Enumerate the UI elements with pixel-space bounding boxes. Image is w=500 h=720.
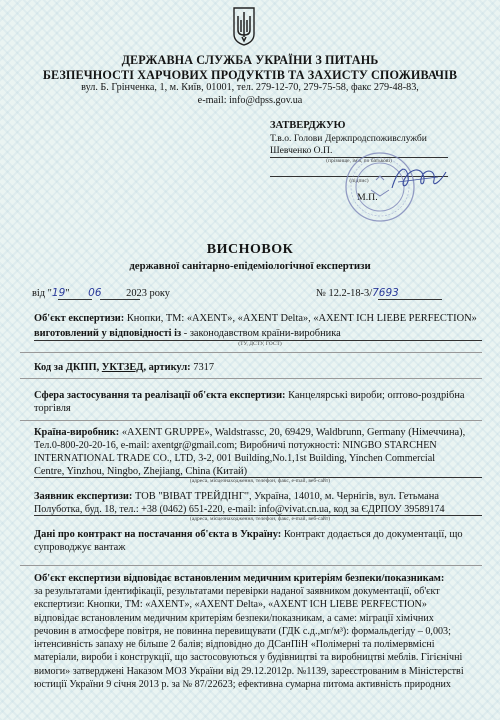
header-address: вул. Б. Грінченка, 1, м. Київ, 01001, тел. 279-12-70, 279-75-58, факс 279-48-83, — [81, 82, 419, 93]
header-line-1: ДЕРЖАВНА СЛУЖБА УКРАЇНИ З ПИТАНЬ — [121, 53, 379, 67]
compliance-heading: Об'єкт експертизи відповідає встановленим медичним критеріям безпеки/показникам: — [34, 573, 445, 584]
signature-icon — [388, 160, 448, 195]
object-line: Об'єкт експертизи: Кнопки, ТМ: «AXENT», «AXENT Delta», «AXENT ICH LIEBE PERFECTION» — [34, 313, 477, 324]
contract-line-2: супроводжує вантаж — [34, 542, 126, 553]
approval-mp: М.П. — [357, 192, 378, 203]
country-line-2: Тел.0-800-20-20-16, e-mail: axentgr@gmail.com; Виробничі потужності: NINGBO STARCHEN — [34, 440, 437, 451]
approval-position: Т.в.о. Голови Держпродспоживслужби — [270, 133, 427, 144]
manufactured-line: виготовлений у відповідності із - законодавством країни-виробника — [34, 328, 341, 339]
manufactured-caption: (ТУ, ДСТУ, ГОСТ) — [238, 341, 282, 347]
approval-name-caption: (прізвище, ім'я, по батькові) — [326, 158, 392, 164]
date-day: 19 — [51, 287, 66, 299]
header-line-2: БЕЗПЕЧНОСТІ ХАРЧОВИХ ПРОДУКТІВ ТА ЗАХИСТУ СПОЖИВАЧІВ — [42, 68, 458, 82]
approval-sign-caption: (підпис) — [349, 178, 369, 184]
trident-emblem-icon — [231, 6, 257, 46]
date-month: 06 — [88, 287, 102, 299]
document-title: ВИСНОВОК — [206, 242, 294, 257]
country-caption: (адреса, місцезнаходження, телефон, факс, e-mail, веб-сайт) — [189, 478, 331, 484]
country-line-3: INTERNATIONAL TRADE CO., LTD, 3-2, 001 Building,No.1,1st Building, Yinchen Commercial — [34, 453, 436, 464]
scope-line-2: торгівля — [34, 403, 71, 414]
country-line-1: Країна-виробник: «AXENT GRUPPE», Waldstrassc, 20, 69429, Waldbrunn, Germany (Німеччина), — [34, 427, 466, 438]
applicant-caption: (адреса, місцезнаходження, телефон, факс, e-mail, веб-сайт) — [189, 516, 331, 522]
country-line-4: Centre, Yinzhou, Ningbo, Zhejiang, China (Китай) — [34, 466, 248, 477]
codes-line: Код за ДКПП, УКТЗЕД, артикул: 7317 — [34, 362, 215, 373]
approval-name: Шевченко О.П. — [270, 145, 333, 156]
approval-title: ЗАТВЕРДЖУЮ — [270, 120, 346, 131]
applicant-line-2: Полуботка, буд. 18, тел.: +38 (0462) 651-220, e-mail: info@vivat.cn.ua, код за ЄДРПОУ 39589174 — [34, 504, 445, 515]
document-subtitle: державної санітарно-епідеміологічної експертизи — [129, 260, 371, 272]
header-email: e-mail: info@dpss.gov.ua — [197, 95, 303, 106]
contract-line-1: Дані про контракт на постачання об'єкта в Україну: Контракт додається до документації, що — [34, 529, 463, 540]
compliance-text: за результатами ідентифікації, результатами перевірки наданої заявником документації, об'єкт експертизи: Кнопки, ТМ: «AXENT», «AXENT Delta», «AXENT ICH LIEBE PERFECTION» відповідає встановленим медичним критеріям безпеки/показникам, а саме: міграції хімічних речовин в атмосфере повітря, не повинна перевищувати (ГДК с.д.,мг/м³): формальдегіду – 0,003; інтенсивність запаху не більше 2 балів; відповідно до ДСанПіН «Полімерні та полімервмісні матеріали, вироби і конструкції, що застосовуються у будівництві та виробництві меблів. Гігієнічні вимоги» затверджені Наказом МОЗ України від 29.12.2012р. №1139, зареєстрованим в Міністерстві юстиції України 9 січня 2013 р. за № 87/22623; ефективна сумарна питома активність природних — [34, 586, 464, 691]
issue-date: від "19" 06 2023 року — [32, 287, 171, 299]
document-number: № 12.2-18-3/7693 — [316, 287, 399, 299]
scope-line-1: Сфера застосування та реалізації об'єкта експертизи: Канцелярські вироби; оптово-роздрібна — [34, 390, 465, 401]
applicant-line-1: Заявник експертизи: ТОВ "ВІВАТ ТРЕЙДІНГ", Україна, 14010, м. Чернігів, вул. Гетьмана — [34, 491, 439, 502]
